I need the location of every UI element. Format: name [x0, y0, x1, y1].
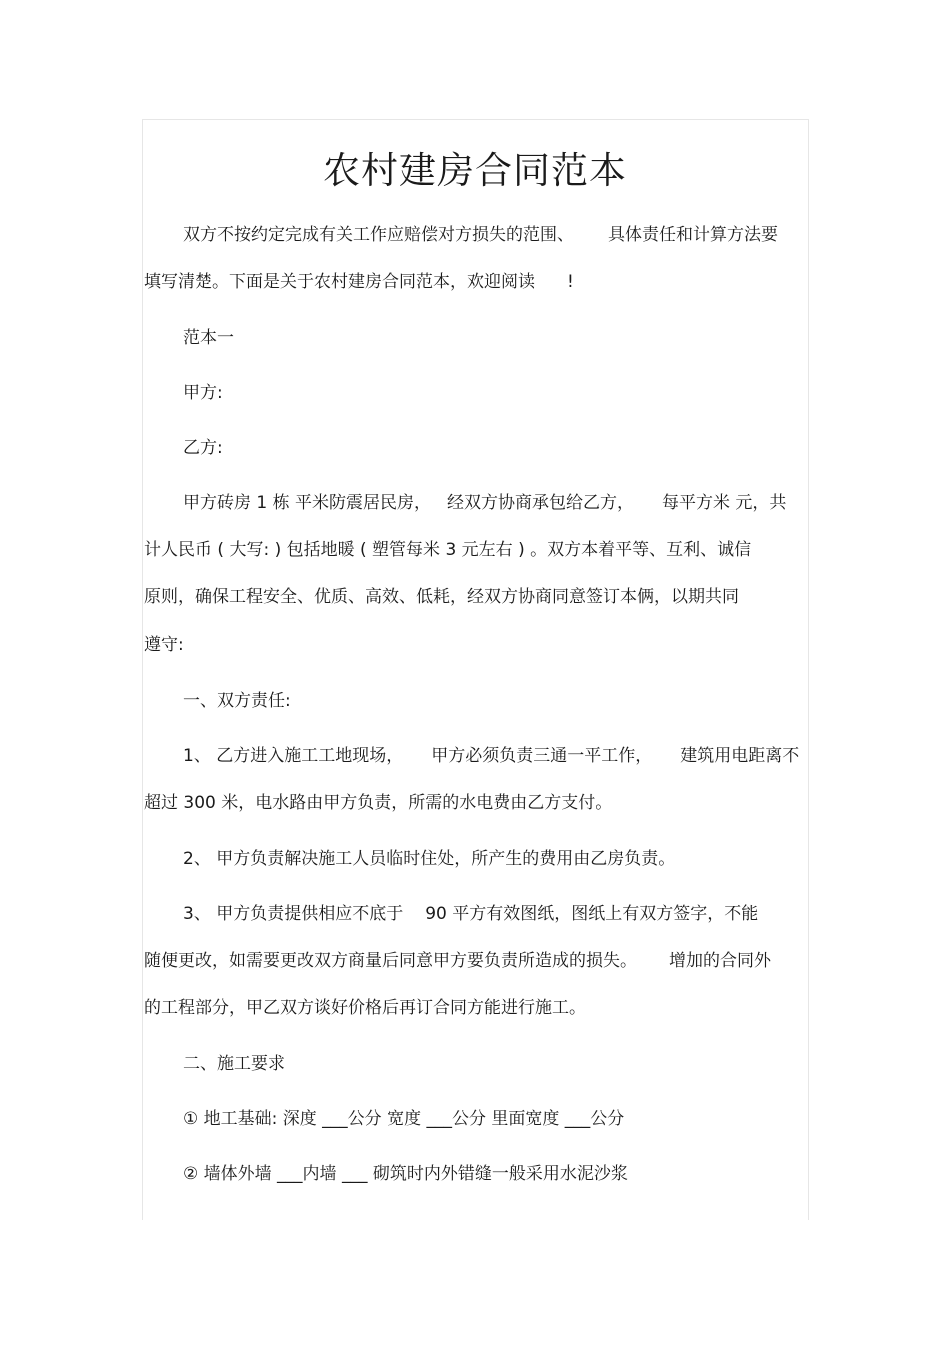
intro-line-2: [144, 270, 808, 294]
paragraph-text: 每平方米 元，共: [662, 493, 787, 513]
item-text: 建筑用电距离不: [680, 746, 800, 766]
paragraph-line: 遵守:: [144, 635, 184, 655]
intro-line-1: [183, 223, 808, 247]
intro-text: 具体责任和计算方法要: [608, 225, 778, 245]
paragraph-text: 经双方协商承包给乙方，: [447, 493, 635, 513]
list-item: 2、 甲方负责解决施工人员临时住处，所产生的费用由乙房负责。: [183, 849, 676, 869]
intro-text: 双方不按约定完成有关工作应赔偿对方损失的范围、: [183, 225, 574, 245]
paragraph-text: 甲方砖房 1 栋 平米防震居民房，: [183, 493, 432, 513]
paragraph-line: 原则，确保工程安全、优质、高效、低耗，经双方协商同意签订本俩，以期共同: [144, 587, 739, 607]
list-item: [183, 902, 808, 926]
item-text: 3、 甲方负责提供相应不底于: [183, 904, 404, 924]
party-b-label: 乙方:: [183, 438, 223, 458]
item-text: 随便更改，如需要更改双方商量后同意甲方要负责所造成的损失。: [144, 951, 637, 971]
section-heading-1: 一、双方责任:: [183, 691, 291, 711]
list-item-cont: 超过 300 米，电水路由甲方负责，所需的水电费由乙方支付。: [144, 793, 613, 813]
item-text: 90 平方有效图纸，图纸上有双方签字，不能: [425, 904, 759, 924]
document-title: 农村建房合同范本: [323, 149, 627, 192]
list-item-cont: [144, 949, 808, 973]
paragraph-line: [183, 491, 808, 515]
intro-text: 填写清楚。下面是关于农村建房合同范本，欢迎阅读: [144, 272, 535, 292]
requirement-item: ① 地工基础: 深度 ___公分 宽度 ___公分 里面宽度 ___公分: [183, 1109, 625, 1129]
sample-heading: 范本一: [183, 328, 234, 348]
party-a-label: 甲方:: [183, 383, 223, 403]
list-item-cont: 的工程部分，甲乙双方谈好价格后再订合同方能进行施工。: [144, 998, 586, 1018]
paragraph-line: 计人民币 ( 大写: ) 包括地暖 ( 塑管每米 3 元左右 ) 。双方本着平等、互利、诚信: [144, 540, 752, 560]
item-text: 1、 乙方进入施工工地现场，: [183, 746, 404, 766]
item-text: 甲方必须负责三通一平工作，: [431, 746, 653, 766]
intro-text: !: [567, 272, 574, 292]
item-text: 增加的合同外: [669, 951, 771, 971]
list-item: [183, 744, 808, 768]
section-heading-2: 二、施工要求: [183, 1054, 285, 1074]
requirement-item: ② 墙体外墙 ___内墙 ___ 砌筑时内外错缝一般采用水泥沙浆: [183, 1164, 628, 1184]
